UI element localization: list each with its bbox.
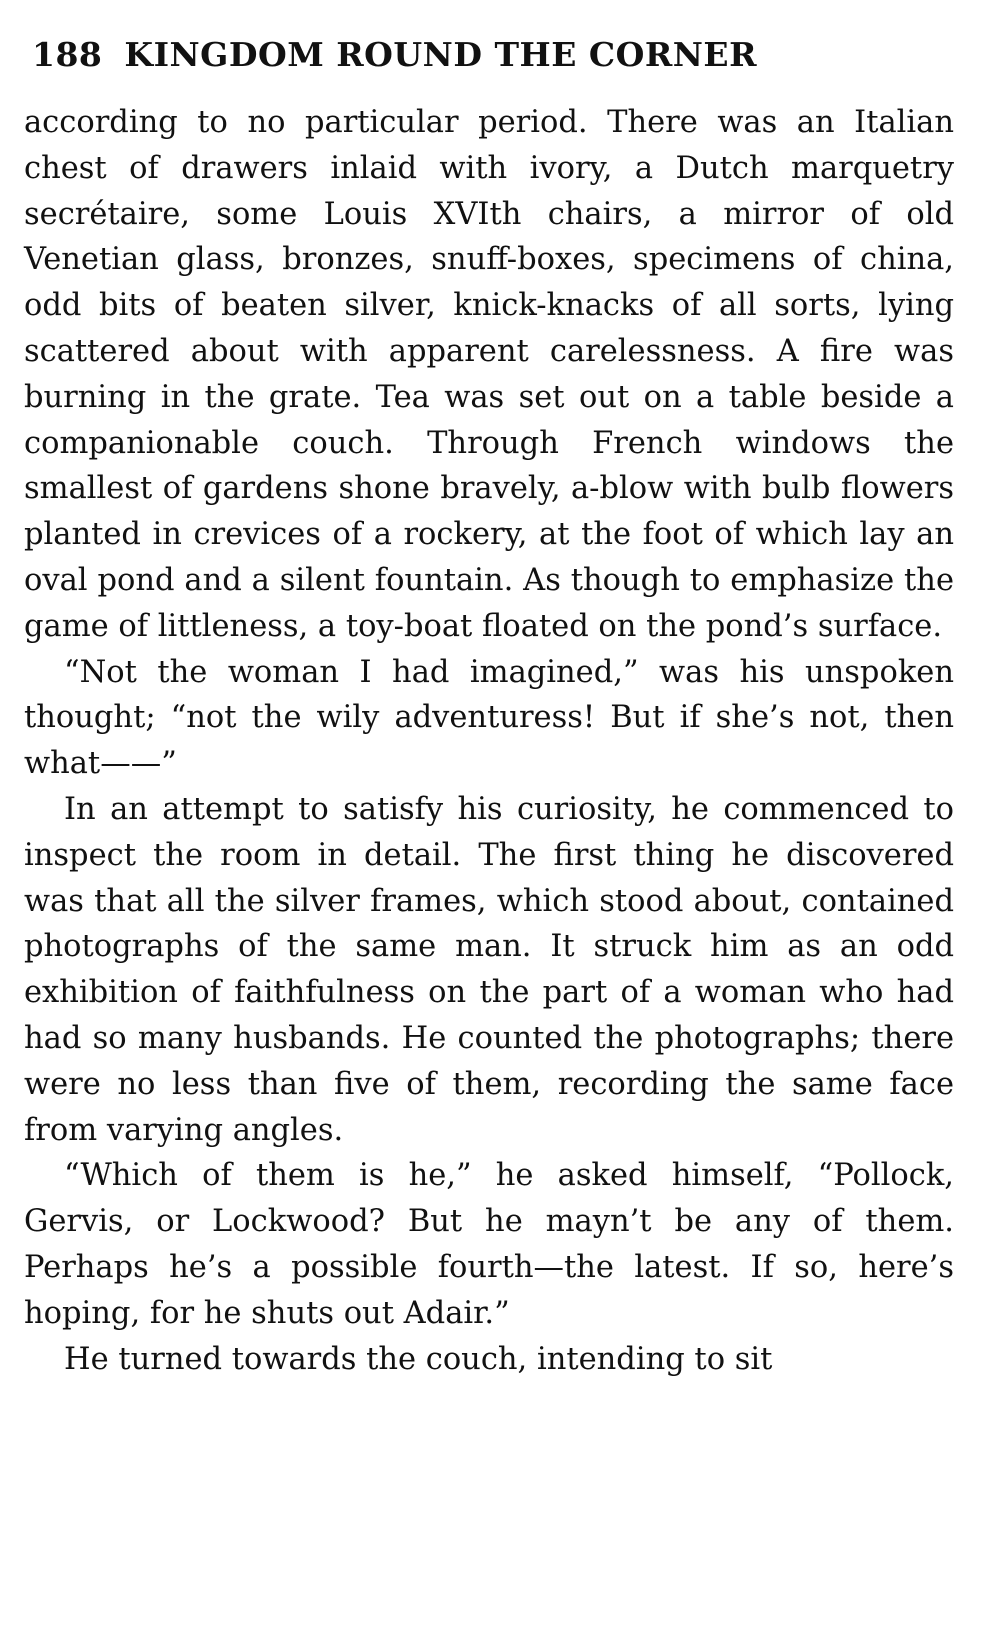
paragraph-continued: according to no particular period. There was an Italian chest of drawers inlaid with ivory, a Dutch marquetry secrétaire, some Louis XVIth chairs, a mirror of old Venetian glass, bronzes, snuff-boxes, specimens of china, odd bits of beaten silver, knick-knacks of all sorts, lying scattered about with apparent carelessness. A fire was burning in the grate. Tea was set out on a table beside a companionable couch. Through French windows the smallest of gardens shone bravely, a-blow with bulb flowers planted in crevices of a rockery, at the foot of which lay an oval pond and a silent fountain. As though to emphasize the game of littleness, a toy-boat floated on the pond’s surface. bbox=[24, 105, 954, 644]
running-head bbox=[32, 30, 932, 80]
page-number: 188 bbox=[32, 35, 103, 74]
body-text bbox=[24, 100, 954, 1382]
paragraph-unspoken-thought: “Not the woman I had imagined,” was his unspoken thought; “not the wily adventuress! But if she’s not, then what——” bbox=[24, 654, 954, 782]
paragraph-which-of-them: “Which of them is he,” he asked himself, “Pollock, Gervis, or Lockwood? But he mayn’t be any of them. Perhaps he’s a possible fourth—the latest. If so, here’s hoping, for he shuts out Adair.” bbox=[24, 1158, 954, 1331]
paragraph-turned-to-couch: He turned towards the couch, intending to sit bbox=[64, 1341, 773, 1377]
paragraph-inspect-room: In an attempt to satisfy his curiosity, he commenced to inspect the room in detail. The first thing he discovered was that all the silver frames, which stood about, contained photographs of the same man. It struck him as an odd exhibition of faithfulness on the part of a woman who had had so many husbands. He counted the photographs; there were no less than five of them, recording the same face from varying angles. bbox=[24, 791, 954, 1148]
book-title: KINGDOM ROUND THE CORNER bbox=[124, 35, 758, 74]
